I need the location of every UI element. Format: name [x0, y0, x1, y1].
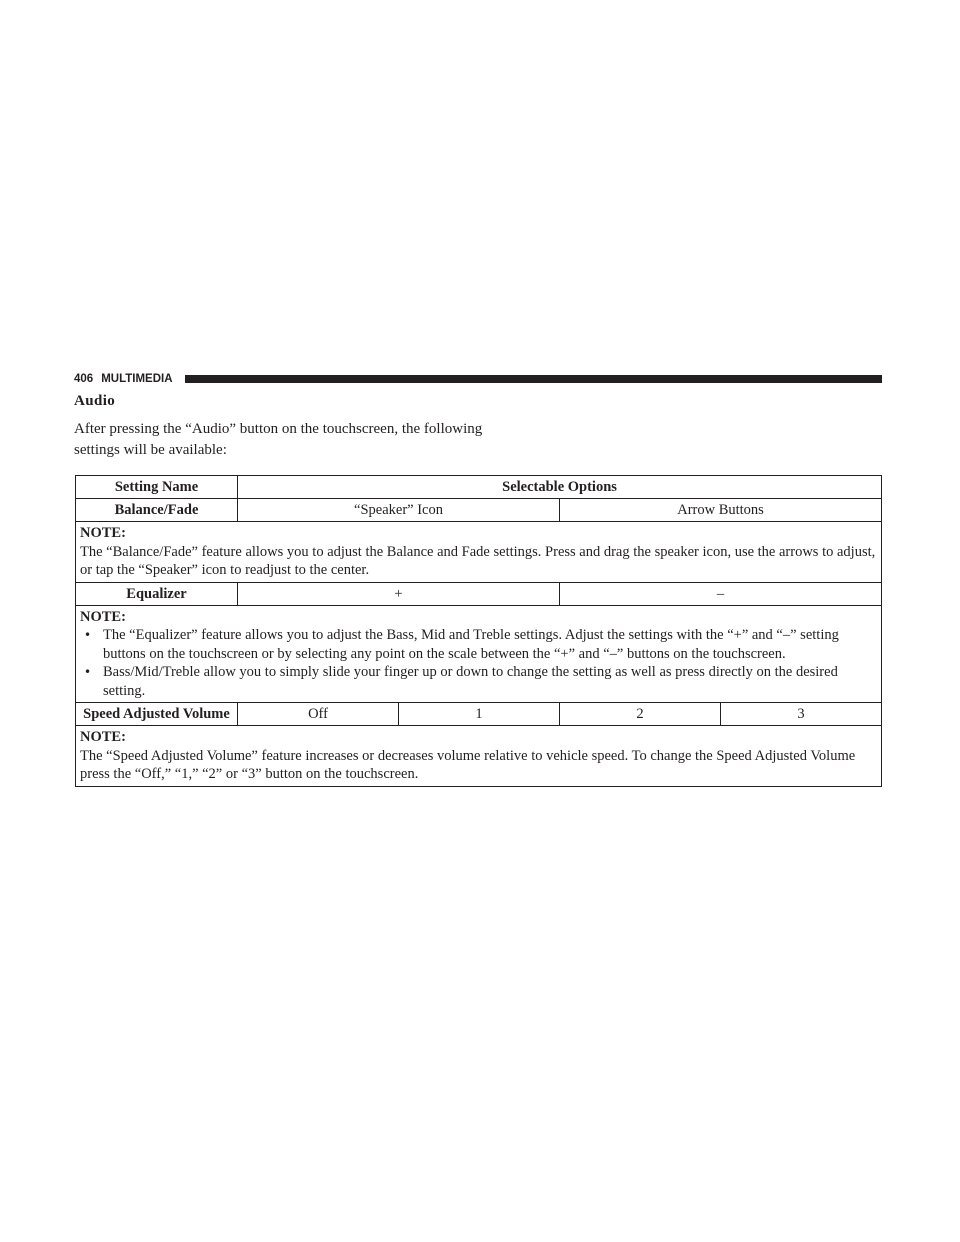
option-1: 1: [399, 703, 560, 726]
option-3: 3: [721, 703, 882, 726]
option-speaker-icon: “Speaker” Icon: [238, 499, 560, 522]
setting-name-balance-fade: Balance/Fade: [76, 499, 238, 522]
intro-paragraph: After pressing the “Audio” button on the touchscreen, the following settings will be available:: [74, 421, 483, 458]
table-row-equalizer-note: [76, 605, 882, 703]
column-header-selectable-options: Selectable Options: [238, 476, 882, 499]
table-header-row: [76, 476, 882, 499]
page-number: 406: [74, 373, 94, 385]
option-plus: +: [238, 582, 560, 605]
option-off: Off: [238, 703, 399, 726]
page-header: [74, 371, 882, 387]
note-label: NOTE:: [80, 608, 126, 625]
audio-settings-table: [75, 475, 882, 787]
option-arrow-buttons: Arrow Buttons: [560, 499, 882, 522]
setting-name-speed-adjusted-volume: Speed Adjusted Volume: [76, 703, 238, 726]
table-row-equalizer: [76, 582, 882, 605]
table-row-balance-fade-note: [76, 522, 882, 583]
column-header-setting-name: Setting Name: [76, 476, 238, 499]
note-text: The “Speed Adjusted Volume” feature increases or decreases volume relative to vehicle speed. To change the Speed Adjusted Volume press the “Off,” “1,” “2” or “3” button on the touchscreen.: [80, 747, 856, 782]
table-row-speed-adjusted-volume: [76, 703, 882, 726]
setting-name-equalizer: Equalizer: [76, 582, 238, 605]
option-2: 2: [560, 703, 721, 726]
note-text: The “Balance/Fade” feature allows you to adjust the Balance and Fade settings. Press and drag the speaker icon, use the arrows to adjust, or tap the “Speaker” icon to readjust to the center.: [80, 543, 876, 578]
list-item: • The “Equalizer” feature allows you to adjust the Bass, Mid and Treble settings. Adjust the settings with the “+” and “–” setting buttons on the touchscreen or by selecting any point on the scale between the “+” and “–” buttons on the touchscreen.: [80, 626, 877, 663]
section-heading: Audio: [74, 393, 116, 409]
header-rule: [185, 375, 882, 383]
table-row-speed-adjusted-volume-note: [76, 726, 882, 787]
note-balance-fade: [76, 522, 882, 583]
note-bullet-list: [80, 626, 877, 700]
section-title: MULTIMEDIA: [101, 373, 173, 385]
list-item: • Bass/Mid/Treble allow you to simply slide your finger up or down to change the setting as well as press directly on the desired setting.: [80, 663, 877, 700]
note-label: NOTE:: [80, 525, 126, 541]
note-label: NOTE:: [80, 729, 126, 745]
table-row-balance-fade: [76, 499, 882, 522]
note-speed-adjusted-volume: [76, 726, 882, 787]
note-equalizer: [76, 605, 882, 703]
option-minus: –: [560, 582, 882, 605]
